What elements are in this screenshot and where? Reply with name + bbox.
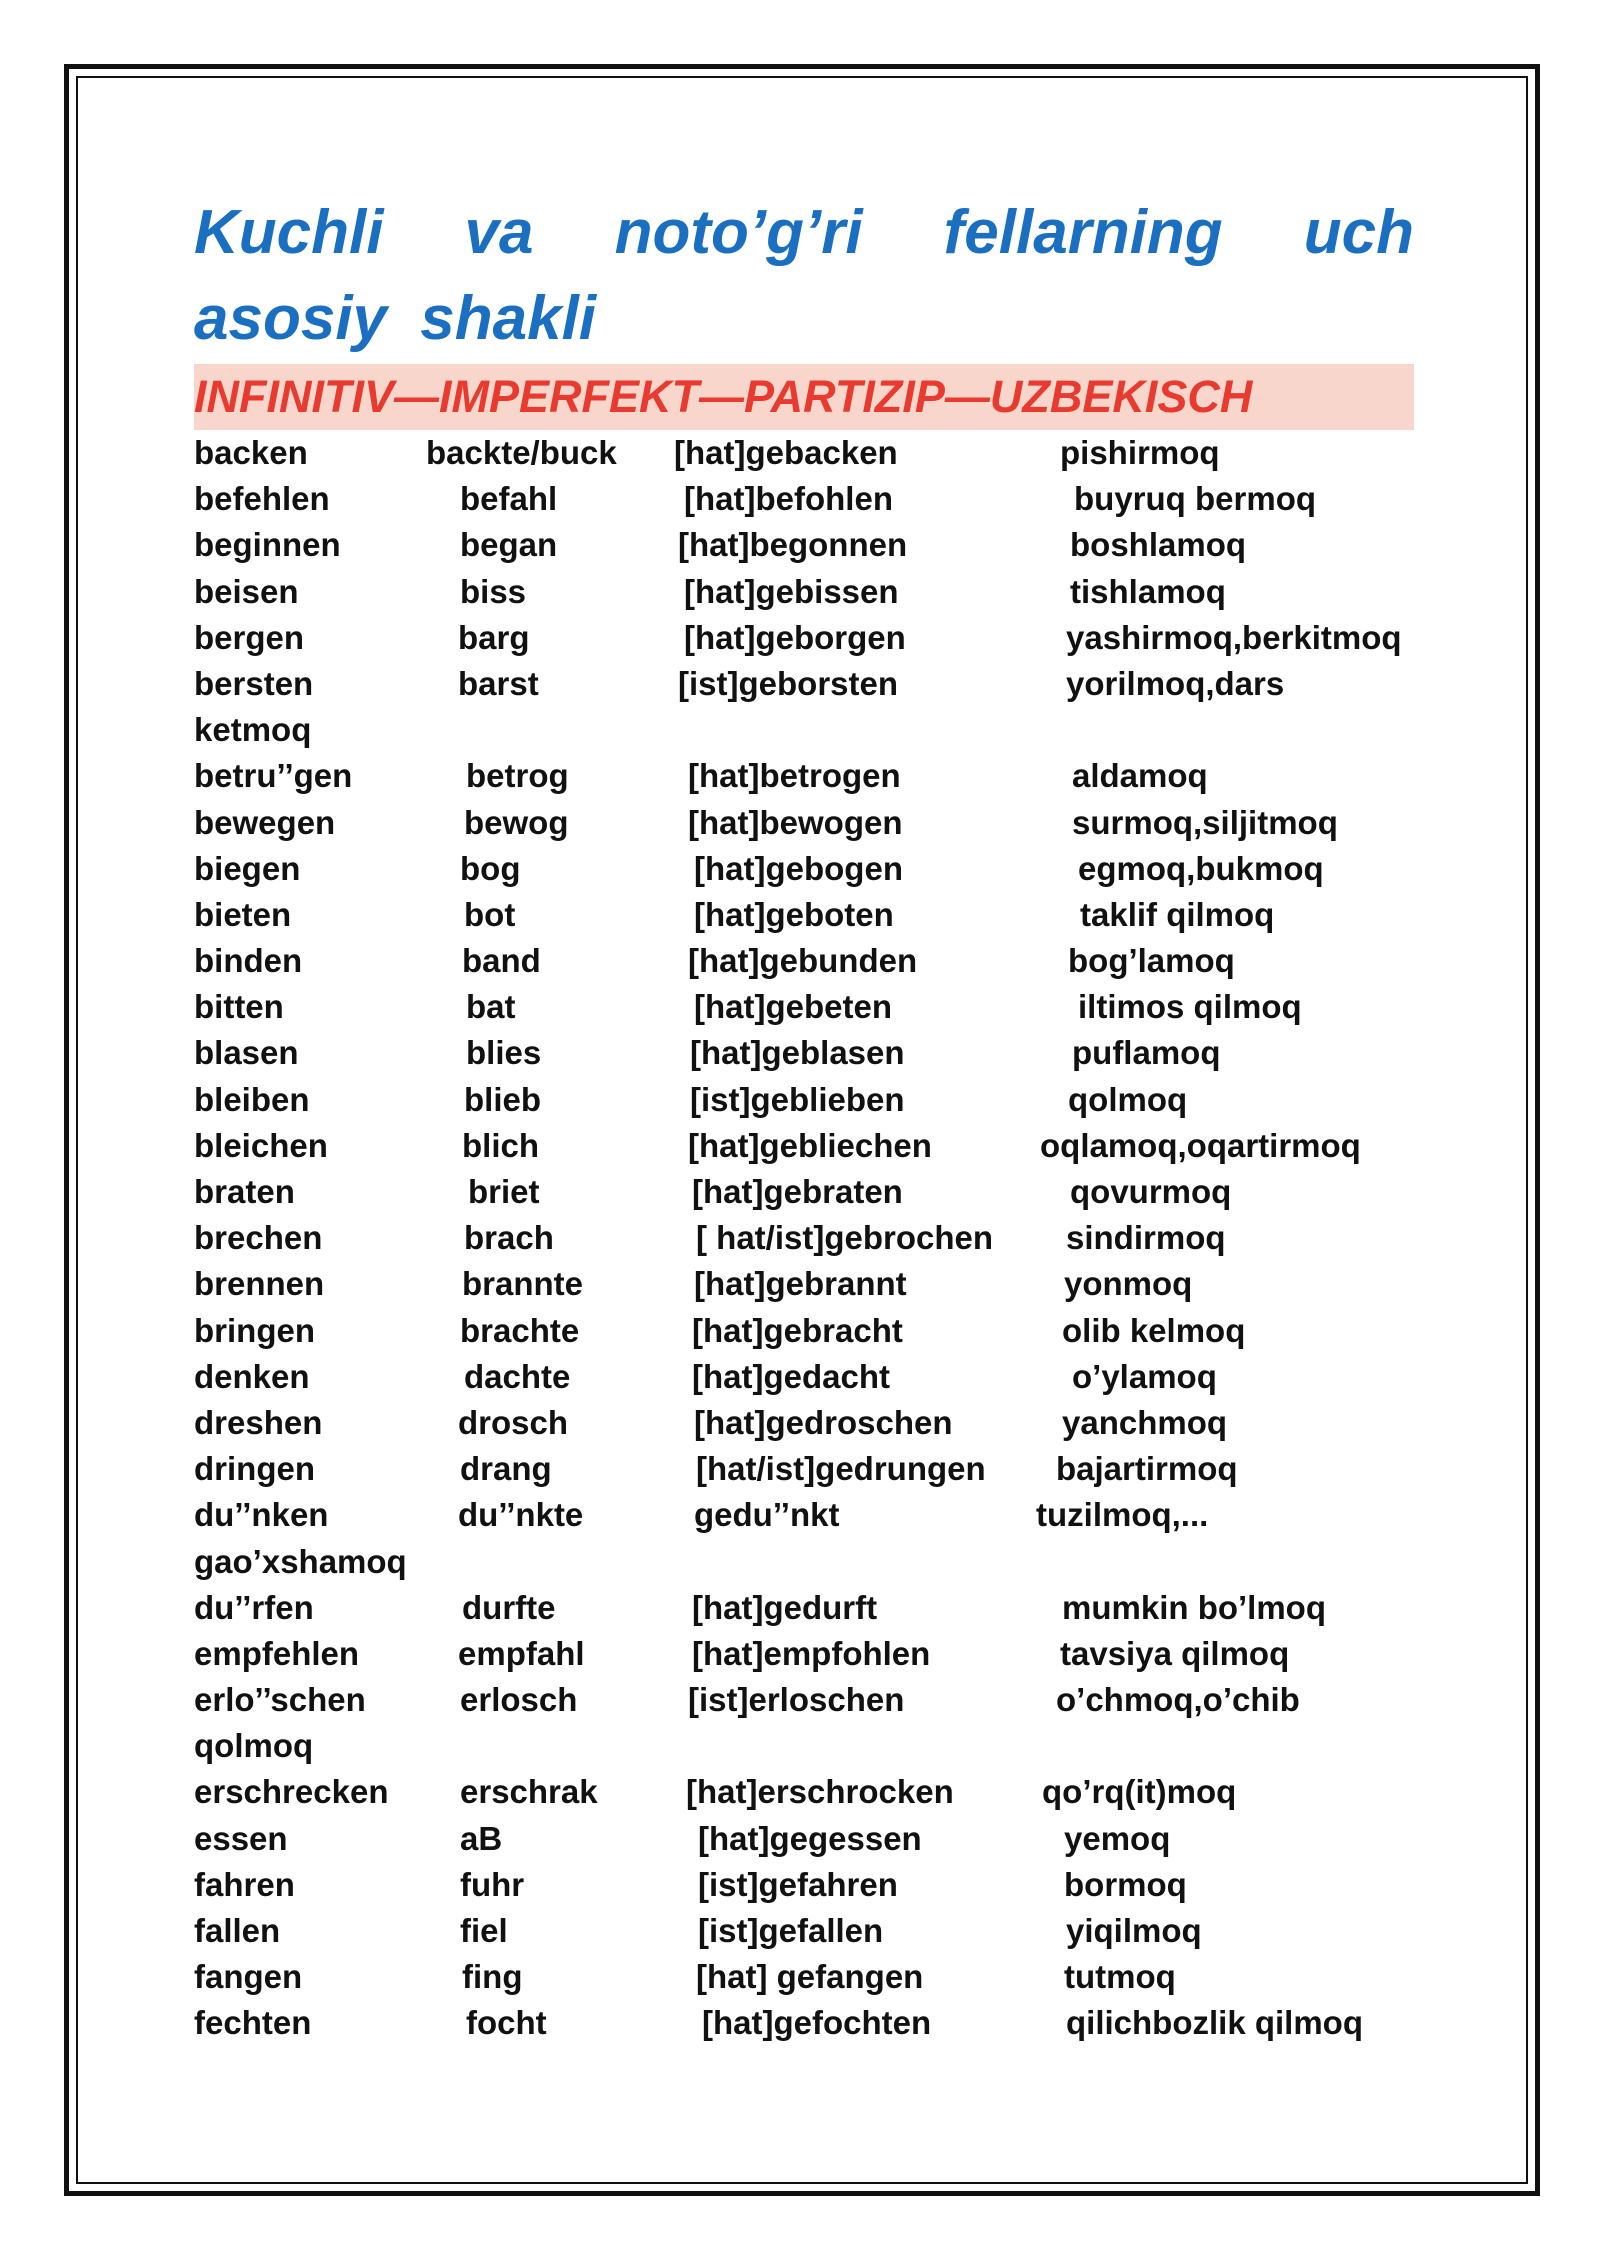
row-continuation bbox=[194, 1723, 1414, 1769]
partizip-cell: [hat]gebacken bbox=[674, 434, 898, 471]
table-row bbox=[194, 1261, 1414, 1307]
partizip-cell: [ hat/ist]gebrochen bbox=[696, 1219, 994, 1257]
imperfekt-cell: brach bbox=[464, 1219, 554, 1257]
uzbek-cell: puflamoq bbox=[1072, 1034, 1221, 1072]
table-row bbox=[194, 892, 1414, 938]
partizip-cell: [hat]betrogen bbox=[688, 757, 901, 795]
imperfekt-cell: fuhr bbox=[460, 1865, 525, 1903]
imperfekt-cell: bog bbox=[460, 849, 521, 887]
table-row bbox=[194, 800, 1414, 846]
partizip-cell: [hat]gefochten bbox=[702, 2004, 932, 2042]
imperfekt-cell: empfahl bbox=[458, 1634, 585, 1672]
infinitiv-cell: bleichen bbox=[194, 1126, 328, 1164]
partizip-cell: [hat]gedurft bbox=[692, 1588, 878, 1626]
imperfekt-cell: bewog bbox=[464, 803, 569, 841]
infinitiv-cell: du’’rfen bbox=[194, 1588, 314, 1626]
partizip-cell: [hat]erschrocken bbox=[686, 1773, 954, 1811]
uzbek-cell: egmoq,bukmoq bbox=[1078, 849, 1324, 887]
table-row bbox=[194, 938, 1414, 984]
imperfekt-cell: befahl bbox=[460, 480, 558, 518]
table-row bbox=[194, 1631, 1414, 1677]
partizip-cell: [ist]gefallen bbox=[698, 1912, 884, 1949]
uzbek-cell: yemoq bbox=[1064, 1819, 1171, 1857]
table-row bbox=[194, 1354, 1414, 1400]
imperfekt-cell: blieb bbox=[464, 1080, 542, 1118]
table-row bbox=[194, 1954, 1414, 2000]
imperfekt-cell: dachte bbox=[464, 1357, 571, 1395]
table-row bbox=[194, 2000, 1414, 2046]
partizip-cell: [hat/ist]gedrungen bbox=[696, 1450, 986, 1488]
uzbek-cell: taklif qilmoq bbox=[1080, 895, 1275, 933]
uzbek-cell: tishlamoq bbox=[1070, 572, 1226, 610]
uzbek-cell: yiqilmoq bbox=[1066, 1912, 1202, 1949]
table-row bbox=[194, 846, 1414, 892]
infinitiv-cell: dringen bbox=[194, 1450, 315, 1488]
partizip-cell: [hat]gebliechen bbox=[688, 1126, 932, 1164]
imperfekt-cell: biss bbox=[460, 572, 527, 610]
partizip-cell: [hat]geblasen bbox=[690, 1034, 905, 1072]
imperfekt-cell: fing bbox=[462, 1958, 523, 1996]
uzbek-cell: qilichbozlik qilmoq bbox=[1066, 2004, 1363, 2042]
imperfekt-cell: fiel bbox=[460, 1912, 508, 1949]
table-row bbox=[194, 1169, 1414, 1215]
uzbek-cell: oqlamoq,oqartirmoq bbox=[1040, 1126, 1361, 1164]
table-row bbox=[194, 984, 1414, 1030]
row-continuation bbox=[194, 707, 1414, 753]
partizip-cell: [hat]gebrannt bbox=[694, 1265, 907, 1303]
uzbek-cell: bormoq bbox=[1064, 1865, 1187, 1903]
table-row bbox=[194, 1908, 1414, 1954]
infinitiv-cell: bieten bbox=[194, 895, 292, 933]
table-row bbox=[194, 1123, 1414, 1169]
uzbek-cell: bog’lamoq bbox=[1068, 942, 1235, 980]
infinitiv-cell: brechen bbox=[194, 1219, 323, 1257]
infinitiv-cell: brennen bbox=[194, 1265, 325, 1303]
table-row bbox=[194, 476, 1414, 522]
infinitiv-cell: erlo’’schen bbox=[194, 1681, 366, 1719]
imperfekt-cell: bat bbox=[466, 988, 516, 1026]
table-row bbox=[194, 1308, 1414, 1354]
table-row bbox=[194, 1677, 1414, 1723]
partizip-cell: [hat]geboten bbox=[694, 895, 894, 933]
uzbek-cell: qovurmoq bbox=[1070, 1173, 1232, 1210]
partizip-cell: [ist]geborsten bbox=[678, 664, 899, 702]
partizip-cell: [hat] gefangen bbox=[696, 1958, 924, 1996]
imperfekt-cell: backte/buck bbox=[426, 434, 617, 471]
infinitiv-cell: backen bbox=[194, 434, 308, 471]
uzbek-continuation-text: ketmoq bbox=[194, 711, 312, 749]
partizip-cell: [ist]erloschen bbox=[688, 1681, 905, 1719]
imperfekt-cell: began bbox=[460, 526, 558, 564]
imperfekt-cell: aB bbox=[460, 1819, 503, 1857]
partizip-cell: [hat]gedacht bbox=[692, 1357, 890, 1395]
table-row bbox=[194, 1030, 1414, 1076]
imperfekt-cell: blies bbox=[466, 1034, 542, 1072]
imperfekt-cell: erschrak bbox=[460, 1773, 598, 1811]
table-row bbox=[194, 1816, 1414, 1862]
table-row bbox=[194, 1446, 1414, 1492]
imperfekt-cell: bot bbox=[464, 895, 516, 933]
partizip-cell: [hat]gebracht bbox=[692, 1311, 903, 1349]
uzbek-continuation-text: gao’xshamoq bbox=[194, 1542, 407, 1580]
infinitiv-cell: beisen bbox=[194, 572, 299, 610]
table-row bbox=[194, 615, 1414, 661]
uzbek-cell: yonmoq bbox=[1064, 1265, 1193, 1303]
infinitiv-cell: bringen bbox=[194, 1311, 315, 1349]
row-continuation bbox=[194, 1539, 1414, 1585]
infinitiv-cell: empfehlen bbox=[194, 1634, 360, 1672]
infinitiv-cell: binden bbox=[194, 942, 303, 980]
partizip-cell: gedu’’nkt bbox=[694, 1496, 840, 1534]
infinitiv-cell: braten bbox=[194, 1173, 295, 1210]
infinitiv-cell: denken bbox=[194, 1357, 310, 1395]
imperfekt-cell: barg bbox=[458, 618, 530, 656]
partizip-cell: [hat]gedroschen bbox=[694, 1403, 953, 1441]
document-content bbox=[194, 190, 1414, 2047]
imperfekt-cell: barst bbox=[458, 664, 539, 702]
infinitiv-cell: du’’nken bbox=[194, 1496, 329, 1534]
infinitiv-cell: dreshen bbox=[194, 1403, 323, 1441]
infinitiv-cell: befehlen bbox=[194, 480, 330, 518]
infinitiv-cell: biegen bbox=[194, 849, 301, 887]
infinitiv-cell: essen bbox=[194, 1819, 288, 1857]
imperfekt-cell: betrog bbox=[466, 757, 569, 795]
uzbek-cell: tuzilmoq,... bbox=[1036, 1496, 1209, 1534]
partizip-cell: [hat]gebeten bbox=[694, 988, 892, 1026]
infinitiv-cell: bergen bbox=[194, 618, 305, 656]
table-row bbox=[194, 1862, 1414, 1908]
table-row bbox=[194, 1215, 1414, 1261]
verb-table bbox=[194, 430, 1414, 2047]
uzbek-cell: olib kelmoq bbox=[1062, 1311, 1246, 1349]
infinitiv-cell: bersten bbox=[194, 664, 314, 702]
partizip-cell: [hat]befohlen bbox=[684, 480, 893, 518]
uzbek-cell: aldamoq bbox=[1072, 757, 1208, 795]
partizip-cell: [hat]bewogen bbox=[688, 803, 903, 841]
imperfekt-cell: erlosch bbox=[460, 1681, 578, 1719]
uzbek-cell: qolmoq bbox=[1068, 1080, 1188, 1118]
table-row bbox=[194, 522, 1414, 568]
uzbek-cell: buyruq bermoq bbox=[1074, 480, 1317, 518]
infinitiv-cell: blasen bbox=[194, 1034, 299, 1072]
imperfekt-cell: band bbox=[462, 942, 541, 980]
partizip-cell: [hat]gebissen bbox=[684, 572, 899, 610]
infinitiv-cell: bewegen bbox=[194, 803, 336, 841]
infinitiv-cell: betru’’gen bbox=[194, 757, 353, 795]
uzbek-cell: yanchmoq bbox=[1062, 1403, 1228, 1441]
partizip-cell: [hat]gebogen bbox=[694, 849, 903, 887]
imperfekt-cell: briet bbox=[468, 1173, 540, 1210]
imperfekt-cell: durfte bbox=[462, 1588, 556, 1626]
uzbek-cell: yorilmoq,dars bbox=[1066, 664, 1285, 702]
imperfekt-cell: blich bbox=[462, 1126, 540, 1164]
table-row bbox=[194, 1585, 1414, 1631]
uzbek-cell: boshlamoq bbox=[1070, 526, 1247, 564]
infinitiv-cell: bitten bbox=[194, 988, 284, 1026]
uzbek-cell: o’chmoq,o’chib bbox=[1056, 1681, 1300, 1719]
infinitiv-cell: bleiben bbox=[194, 1080, 310, 1118]
table-row bbox=[194, 1769, 1414, 1815]
imperfekt-cell: drang bbox=[460, 1450, 552, 1488]
table-row bbox=[194, 1492, 1414, 1538]
partizip-cell: [hat]geborgen bbox=[684, 618, 906, 656]
imperfekt-cell: brannte bbox=[462, 1265, 584, 1303]
imperfekt-cell: focht bbox=[466, 2004, 547, 2042]
uzbek-cell: qo’rq(it)moq bbox=[1042, 1773, 1237, 1811]
table-row bbox=[194, 569, 1414, 615]
column-header-band: INFINITIV—IMPERFEKT—PARTIZIP—UZBEKISCH bbox=[194, 364, 1414, 430]
infinitiv-cell: fallen bbox=[194, 1912, 281, 1949]
partizip-cell: [hat]begonnen bbox=[678, 526, 908, 564]
infinitiv-cell: beginnen bbox=[194, 526, 341, 564]
uzbek-continuation-text: qolmoq bbox=[194, 1727, 314, 1765]
page-title: Kuchli va noto’g’ri fellarning uch asosiy shakli bbox=[194, 198, 1414, 353]
table-row bbox=[194, 1400, 1414, 1446]
infinitiv-cell: fechten bbox=[194, 2004, 312, 2042]
partizip-cell: [hat]gebunden bbox=[688, 942, 918, 980]
table-row bbox=[194, 1077, 1414, 1123]
uzbek-cell: pishirmoq bbox=[1060, 434, 1220, 471]
partizip-cell: [hat]empfohlen bbox=[692, 1634, 931, 1672]
partizip-cell: [ist]gefahren bbox=[698, 1865, 898, 1903]
infinitiv-cell: fangen bbox=[194, 1958, 303, 1996]
uzbek-cell: tavsiya qilmoq bbox=[1060, 1634, 1290, 1672]
infinitiv-cell: erschrecken bbox=[194, 1773, 389, 1811]
uzbek-cell: sindirmoq bbox=[1066, 1219, 1226, 1257]
imperfekt-cell: drosch bbox=[458, 1403, 569, 1441]
uzbek-cell: surmoq,siljitmoq bbox=[1072, 803, 1338, 841]
table-row bbox=[194, 661, 1414, 707]
table-row bbox=[194, 753, 1414, 799]
infinitiv-cell: fahren bbox=[194, 1865, 295, 1903]
imperfekt-cell: brachte bbox=[460, 1311, 580, 1349]
uzbek-cell: bajartirmoq bbox=[1056, 1450, 1238, 1488]
partizip-cell: [ist]geblieben bbox=[690, 1080, 905, 1118]
uzbek-cell: o’ylamoq bbox=[1072, 1357, 1217, 1395]
uzbek-cell: yashirmoq,berkitmoq bbox=[1066, 618, 1402, 656]
partizip-cell: [hat]gegessen bbox=[698, 1819, 922, 1857]
uzbek-cell: iltimos qilmoq bbox=[1078, 988, 1302, 1026]
partizip-cell: [hat]gebraten bbox=[692, 1173, 903, 1210]
uzbek-cell: tutmoq bbox=[1064, 1958, 1176, 1996]
uzbek-cell: mumkin bo’lmoq bbox=[1062, 1588, 1326, 1626]
imperfekt-cell: du’’nkte bbox=[458, 1496, 584, 1534]
table-row bbox=[194, 430, 1414, 476]
